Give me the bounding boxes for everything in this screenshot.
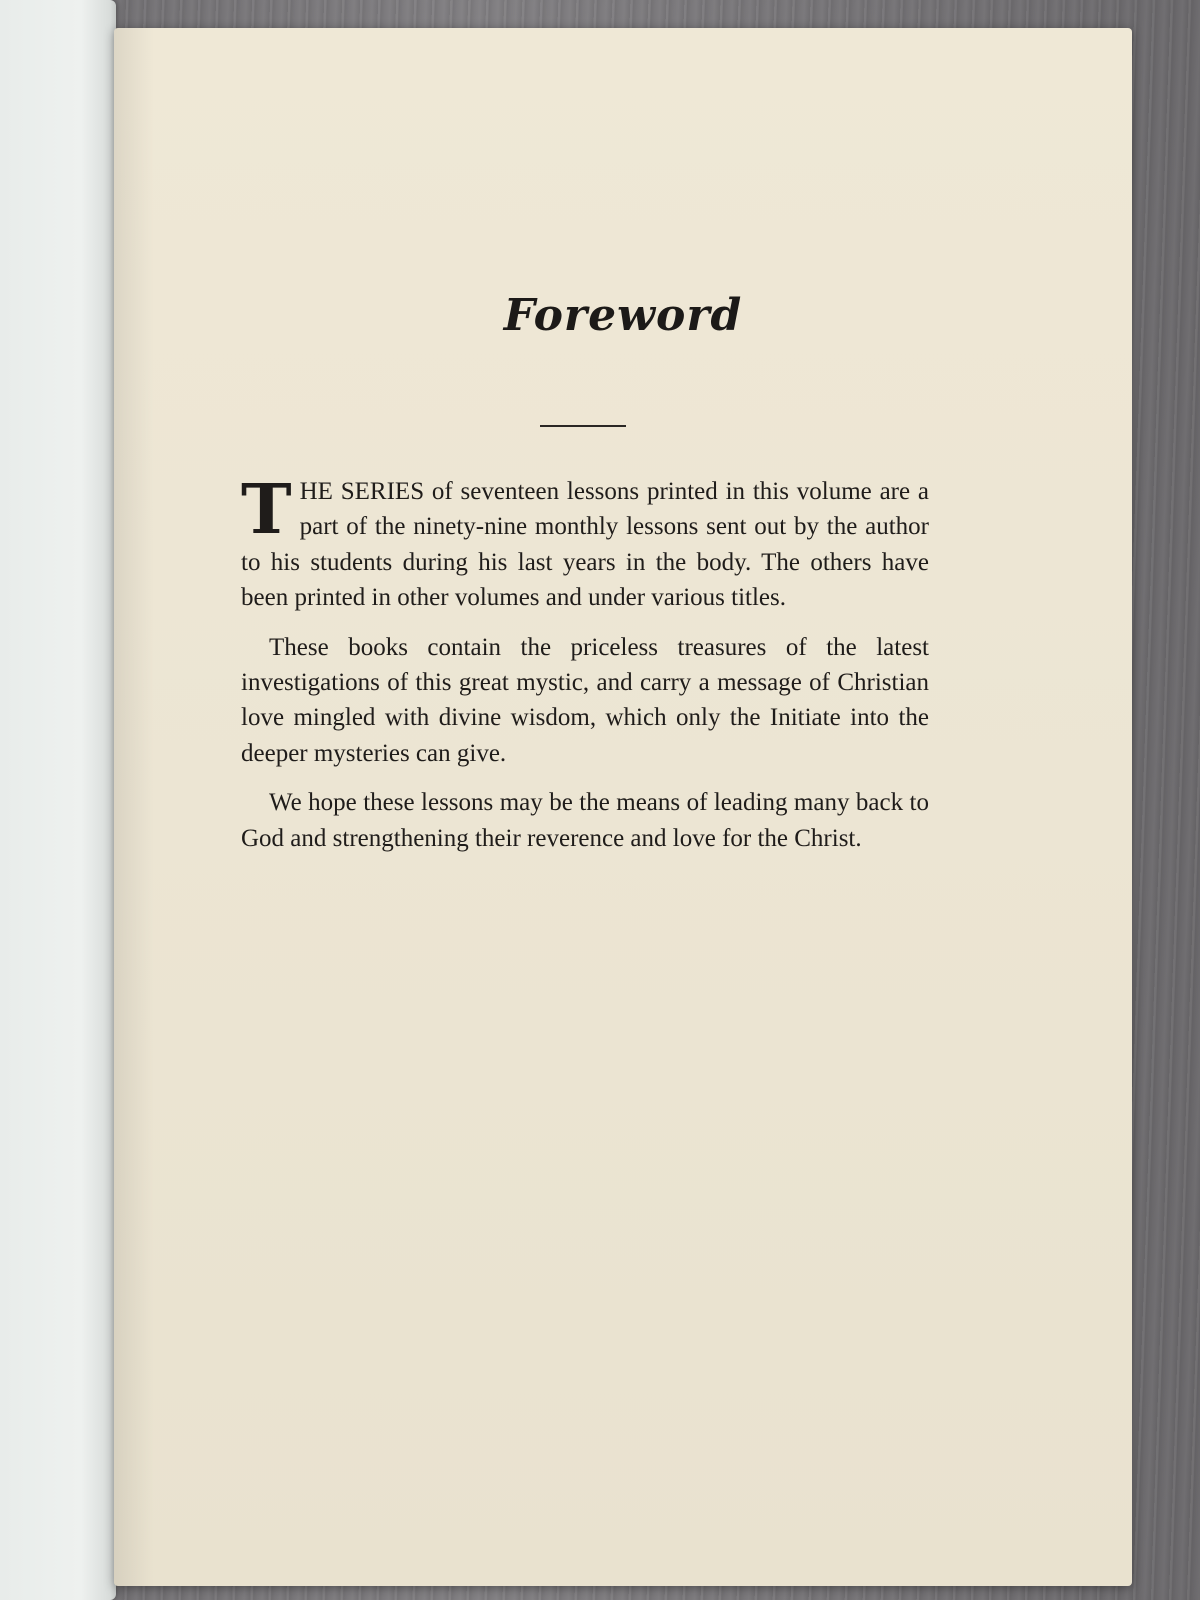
paragraph-1-text: HE SERIES of seventeen lessons printed in this volume are a part of the ninety-nine monthly lessons sent out by the author to his students during his last years in the body. The others have been printed in other volumes and under various titles.: [241, 478, 929, 612]
page-title: Foreword: [503, 290, 743, 341]
paragraph-2: These books contain the priceless treasures of the latest investigations of this great mystic, and carry a message of Christian love mingled with divine wisdom, which only the Initiate into the deeper mysteries can give.: [241, 633, 929, 767]
title-divider: [540, 425, 626, 427]
book-page: [114, 28, 1132, 1586]
paragraph-1: [241, 470, 929, 616]
facing-page-edge: [0, 0, 116, 1600]
paragraph-3: We hope these lessons may be the means of leading many back to God and strengthening their reverence and love for the Christ.: [241, 789, 929, 852]
foreword-body: [241, 470, 929, 870]
drop-cap: T: [241, 470, 292, 550]
